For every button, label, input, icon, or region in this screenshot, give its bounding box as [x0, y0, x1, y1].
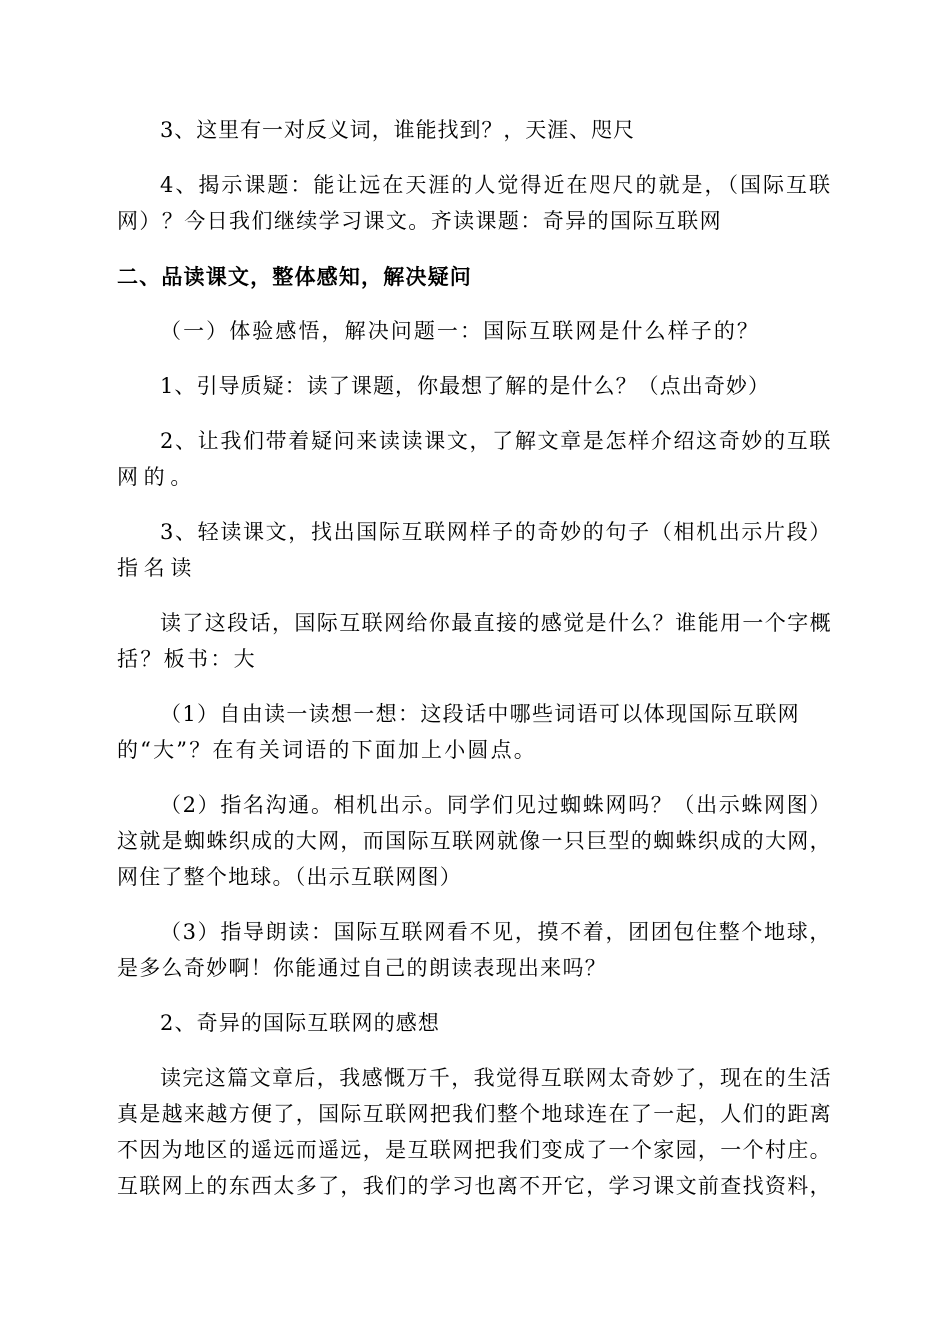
paragraph-free-reading-line-1: （1）自由读一读想一想：这段话中哪些词语可以体现国际互联网	[160, 702, 800, 726]
paragraph-reflection-line-3: 不因为地区的遥远而遥远，是互联网把我们变成了一个家园，一个村庄。	[117, 1138, 832, 1162]
paragraph-reflection-line-2: 真是越来越方便了，国际互联网把我们整个地球连在了一起，人们的距离	[117, 1102, 832, 1126]
paragraph-guide-question: 1、引导质疑：读了课题，你最想了解的是什么？（点出奇妙）	[160, 374, 770, 398]
paragraph-reflection-title: 2、奇异的国际互联网的感想	[160, 1011, 440, 1035]
paragraph-reveal-topic-line-2: 网）？今日我们继续学习课文。齐读课题：奇异的国际互联网	[117, 209, 722, 233]
paragraph-antonym-question: 3、这里有一对反义词，谁能找到？，天涯、咫尺	[160, 118, 635, 142]
paragraph-reveal-topic-line-1: 4、揭示课题：能让远在天涯的人觉得近在咫尺的就是，（国际互联	[160, 173, 832, 197]
paragraph-direct-feeling-line-1: 读了这段话，国际互联网给你最直接的感觉是什么？谁能用一个字概	[160, 611, 832, 635]
paragraph-experience-question: （一）体验感悟，解决问题一：国际互联网是什么样子的？	[160, 319, 760, 343]
paragraph-reflection-line-4: 互联网上的东西太多了，我们的学习也离不开它，学习课文前查找资料，	[117, 1174, 832, 1198]
paragraph-direct-feeling-line-2: 括？板书：大	[117, 647, 257, 671]
paragraph-free-reading-line-2: 的“大”？在有关词语的下面加上小圆点。	[117, 738, 537, 762]
paragraph-reflection-line-1: 读完这篇文章后，我感慨万千，我觉得互联网太奇妙了，现在的生活	[160, 1066, 832, 1090]
paragraph-read-with-questions-line-1: 2、让我们带着疑问来读读课文，了解文章是怎样介绍这奇妙的互联	[160, 429, 832, 453]
paragraph-reading-aloud-line-1: （3）指导朗读：国际互联网看不见，摸不着，团团包住整个地球，	[160, 920, 832, 944]
paragraph-reading-aloud-line-2: 是多么奇妙啊！你能通过自己的朗读表现出来吗？	[117, 956, 607, 980]
paragraph-communication-line-3: 网住了整个地球。（出示互联网图）	[117, 865, 462, 889]
paragraph-read-with-questions-line-2: 网的。	[117, 465, 197, 489]
paragraph-communication-line-1: （2）指名沟通。相机出示。同学们见过蜘蛛网吗？（出示蛛网图）	[160, 793, 832, 817]
paragraph-communication-line-2: 这就是蜘蛛织成的大网，而国际互联网就像一只巨型的蜘蛛织成的大网，	[117, 829, 832, 853]
paragraph-light-reading-line-1: 3、轻读课文，找出国际互联网样子的奇妙的句子（相机出示片段）	[160, 520, 832, 544]
section-heading: 二、品读课文，整体感知，解决疑问	[117, 264, 472, 289]
paragraph-light-reading-line-2: 指名读	[117, 556, 197, 580]
